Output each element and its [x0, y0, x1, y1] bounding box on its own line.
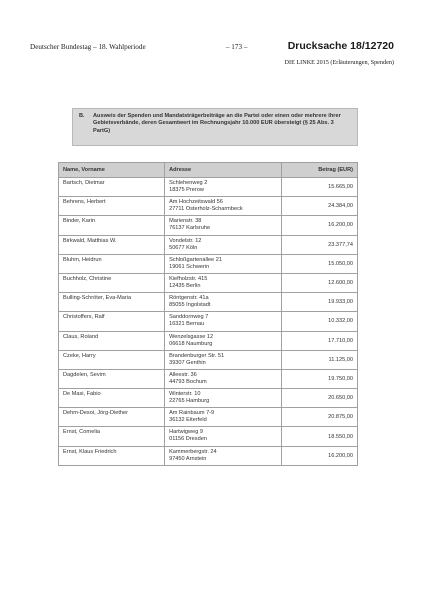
- column-header-name: Name, Vorname: [59, 163, 165, 178]
- donation-amount: 15.050,00: [281, 254, 357, 273]
- table-row: [59, 216, 358, 235]
- donation-amount: 10.332,00: [281, 312, 357, 331]
- donor-address: [165, 254, 282, 273]
- donor-name: Birkwald, Matthias W.: [59, 235, 165, 254]
- table-row: [59, 389, 358, 408]
- drucksache-label: [288, 40, 394, 52]
- donor-address: [165, 350, 282, 369]
- donor-name: Ernst, Klaus Friedrich: [59, 446, 165, 465]
- page-subheader: DIE LINKE 2015 (Erläuterungen, Spenden): [284, 59, 394, 66]
- donation-amount: 24.384,00: [281, 197, 357, 216]
- donation-amount: 15.665,00: [281, 178, 357, 197]
- table-row: [59, 369, 358, 388]
- column-header-address: Adresse: [165, 163, 282, 178]
- donor-name: Dehm-Desoi, Jörg-Diether: [59, 408, 165, 427]
- donation-amount: 20.650,00: [281, 389, 357, 408]
- address-city: 18375 Prerow: [169, 187, 204, 193]
- donor-address: [165, 369, 282, 388]
- section-text: Ausweis der Spenden und Mandatsträgerbeiträge an die Partei oder einen oder mehrere ihrer Gebietsverbände, deren Gesamtwert im Rechnungsjahr 10.000 EUR übersteigt (§ 25 Abs. 3 PartG): [93, 113, 341, 134]
- donor-name: Christoffers, Ralf: [59, 312, 165, 331]
- donor-address: [165, 293, 282, 312]
- table-row: [59, 293, 358, 312]
- address-city: 19061 Schwerin: [169, 263, 210, 270]
- address-city: 97450 Arnstein: [169, 455, 207, 462]
- address-street: Schlehenweg 2: [169, 180, 208, 186]
- address-street: Winterstr. 10: [169, 391, 201, 398]
- donor-name: Czeke, Harry: [59, 350, 165, 369]
- address-city: 22765 Hamburg: [169, 398, 210, 405]
- address-city: 01156 Dresden: [169, 436, 207, 443]
- donation-amount: 16.200,00: [281, 446, 357, 465]
- donor-name: De Masi, Fabio: [59, 389, 165, 408]
- table-row: [59, 331, 358, 350]
- address-street: Am Rainbaum 7-9: [169, 410, 215, 417]
- address-street: Kiefholzstr. 415: [169, 275, 208, 282]
- donor-address: [165, 389, 282, 408]
- donor-address: [165, 235, 282, 254]
- donor-address: [165, 312, 282, 331]
- donor-name: Ernst, Cornelia: [59, 427, 165, 446]
- column-header-amount: Betrag (EUR): [281, 163, 357, 178]
- address-street: Wenzelsgasse 12: [169, 333, 214, 340]
- section-heading-box: [72, 108, 358, 146]
- address-street: Brandenburger Str. 51: [169, 352, 225, 359]
- table-row: [59, 197, 358, 216]
- donations-table: [58, 162, 358, 466]
- donor-address: [165, 446, 282, 465]
- address-city: 85055 Ingolstadt: [169, 302, 211, 309]
- parliament-label: Deutscher Bundestag – 18. Wahlperiode: [30, 43, 146, 51]
- address-city: 44793 Bochum: [169, 378, 207, 385]
- donor-name: Bluhm, Heidrun: [59, 254, 165, 273]
- address-street: Marienstr. 38: [169, 218, 202, 225]
- address-street: Alleestr. 36: [169, 371, 197, 378]
- donor-address: [165, 331, 282, 350]
- table-row: [59, 350, 358, 369]
- donor-name: Binder, Karin: [59, 216, 165, 235]
- address-street: Kammerbergstr. 24: [169, 448, 217, 455]
- donor-address: [165, 216, 282, 235]
- address-street: Sanddornweg 7: [169, 314, 209, 321]
- donation-amount: 17.710,00: [281, 331, 357, 350]
- donor-name: Buchholz, Christine: [59, 273, 165, 292]
- address-city: 50677 Köln: [169, 244, 198, 251]
- donor-name: Bulling-Schröter, Eva-Maria: [59, 293, 165, 312]
- page-number: – 173 –: [225, 43, 248, 51]
- donor-name: Behrens, Herbert: [59, 197, 165, 216]
- table-row: [59, 273, 358, 292]
- address-city: 36132 Eiterfeld: [169, 417, 207, 424]
- donation-amount: 20.875,00: [281, 408, 357, 427]
- donation-amount: 23.377,74: [281, 235, 357, 254]
- donor-address: [165, 408, 282, 427]
- donor-address: [165, 197, 282, 216]
- donation-amount: 18.550,00: [281, 427, 357, 446]
- donation-amount: 19.750,00: [281, 369, 357, 388]
- address-city: 16321 Bernau: [169, 321, 205, 328]
- table-row: [59, 254, 358, 273]
- drucksache-number: 12720: [364, 40, 394, 52]
- table-row: [59, 312, 358, 331]
- donation-amount: 11.125,00: [281, 350, 357, 369]
- donor-address: [165, 427, 282, 446]
- address-street: Am Hochzeitswald 56: [169, 199, 223, 206]
- donation-amount: 16.200,00: [281, 216, 357, 235]
- table-row: [59, 446, 358, 465]
- address-city: 06618 Naumburg: [169, 340, 213, 347]
- donor-name: Claus, Roland: [59, 331, 165, 350]
- table-header-row: [59, 163, 358, 178]
- address-city: 27711 Osterholz-Scharmbeck: [169, 206, 243, 213]
- address-street: Schloßgartenallee 21: [169, 256, 222, 263]
- donor-address: [165, 178, 282, 197]
- page-header: [30, 40, 394, 52]
- address-city: 39307 Genthin: [169, 359, 206, 366]
- donation-amount: 12.600,00: [281, 273, 357, 292]
- table-row: [59, 235, 358, 254]
- donor-name: Dagdelen, Sevim: [59, 369, 165, 388]
- table-row: [59, 427, 358, 446]
- address-street: Röntgenstr. 41a: [169, 295, 209, 302]
- drucksache-prefix: Drucksache 18/: [287, 40, 365, 52]
- section-letter: B.: [79, 113, 85, 119]
- address-city: 12435 Berlin: [169, 282, 201, 289]
- donation-amount: 19.933,00: [281, 293, 357, 312]
- address-city: 76137 Karlsruhe: [169, 225, 211, 232]
- table-row: [59, 178, 358, 197]
- address-street: Vondelstr. 12: [169, 237, 202, 244]
- address-street: Hartwigweg 9: [169, 429, 203, 436]
- donor-address: [165, 273, 282, 292]
- donor-name: Bartsch, Dietmar: [59, 178, 165, 197]
- table-row: [59, 408, 358, 427]
